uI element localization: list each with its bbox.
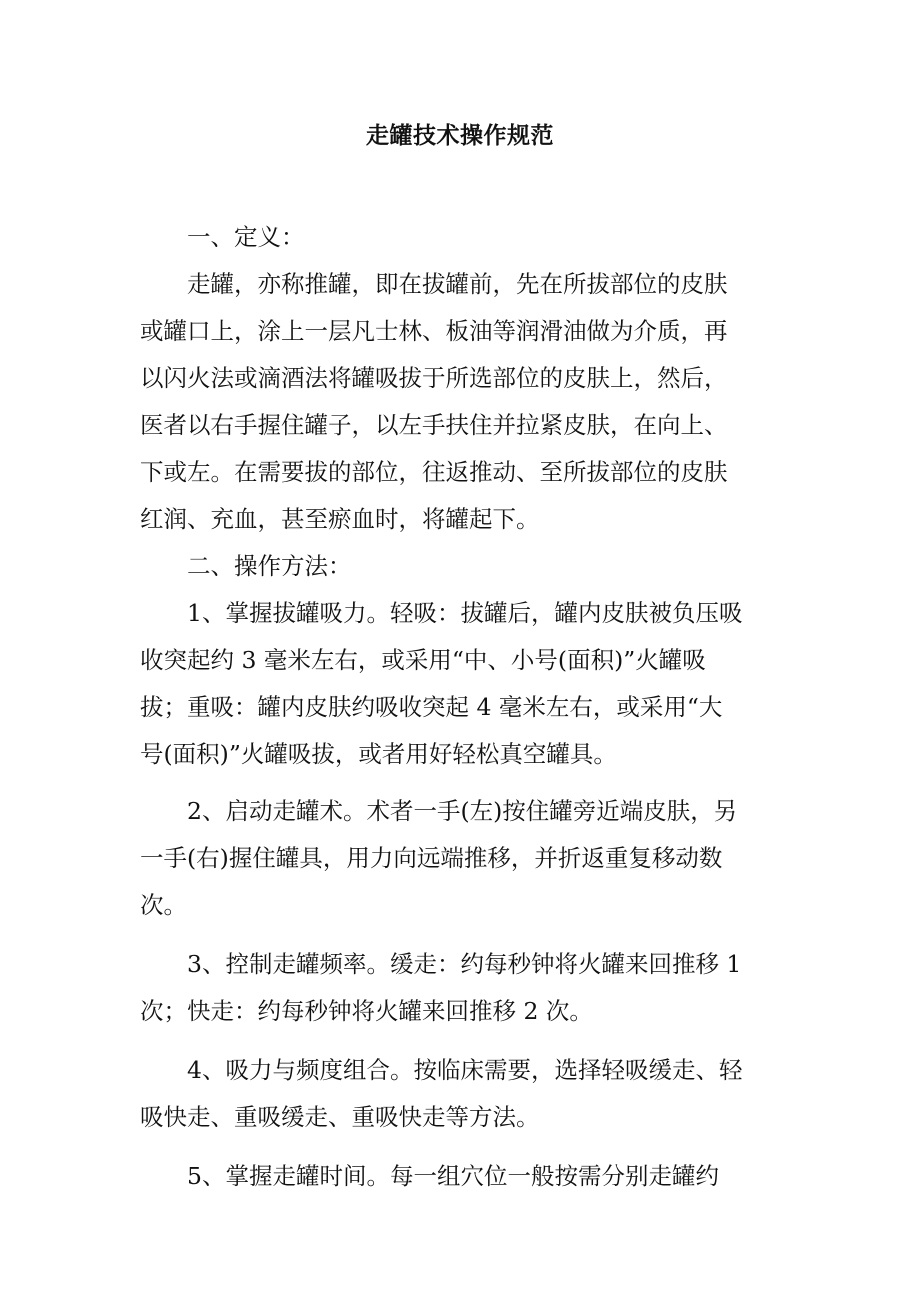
paragraph-gap bbox=[140, 1141, 780, 1153]
document-body bbox=[140, 214, 780, 1200]
paragraph-line: 一手(右)握住罐具，用力向远端推移，并折返重复移动数 bbox=[140, 844, 723, 872]
section-heading-definition: 一、定义： bbox=[187, 223, 305, 251]
paragraph-line: 或罐口上，涂上一层凡士林、板油等润滑油做为介质，再 bbox=[140, 317, 728, 345]
paragraph-line: 号(面积)”火罐吸拔，或者用好轻松真空罐具。 bbox=[140, 740, 617, 768]
paragraph-line: 收突起约 3 毫米左右，或采用“中、小号(面积)”火罐吸 bbox=[140, 646, 706, 674]
paragraph-line: 下或左。在需要拔的部位，往返推动、至所拔部位的皮肤 bbox=[140, 458, 728, 486]
paragraph-line: 以闪火法或滴酒法将罐吸拔于所选部位的皮肤上，然后， bbox=[140, 364, 728, 392]
paragraph-line: 次。 bbox=[140, 891, 187, 919]
paragraph-line: 医者以右手握住罐子，以左手扶住并拉紧皮肤，在向上、 bbox=[140, 411, 728, 439]
paragraph-gap bbox=[140, 778, 780, 788]
paragraph-gap bbox=[140, 1035, 780, 1047]
paragraph-gap bbox=[140, 929, 780, 941]
paragraph-line: 拔；重吸：罐内皮肤约吸收突起 4 毫米左右，或采用“大 bbox=[140, 693, 723, 721]
paragraph-line: 4、吸力与频度组合。按临床需要，选择轻吸缓走、轻 bbox=[187, 1056, 743, 1084]
paragraph-line: 3、控制走罐频率。缓走：约每秒钟将火罐来回推移 1 bbox=[187, 950, 742, 978]
paragraph-line: 2、启动走罐术。术者一手(左)按住罐旁近端皮肤，另 bbox=[187, 797, 738, 825]
paragraph-line: 次；快走：约每秒钟将火罐来回推移 2 次。 bbox=[140, 997, 593, 1025]
paragraph-line: 5、掌握走罐时间。每一组穴位一般按需分别走罐约 bbox=[187, 1162, 719, 1190]
paragraph-line: 吸快走、重吸缓走、重吸快走等方法。 bbox=[140, 1103, 540, 1131]
paragraph-line: 走罐，亦称推罐，即在拔罐前，先在所拔部位的皮肤 bbox=[187, 270, 728, 298]
document-title: 走罐技术操作规范 bbox=[366, 123, 554, 149]
paragraph-line: 红润、充血，甚至瘀血时，将罐起下。 bbox=[140, 505, 540, 533]
paragraph-line: 1、掌握拔罐吸力。轻吸：拔罐后，罐内皮肤被负压吸 bbox=[187, 599, 743, 627]
section-heading-method: 二、操作方法： bbox=[187, 552, 352, 580]
